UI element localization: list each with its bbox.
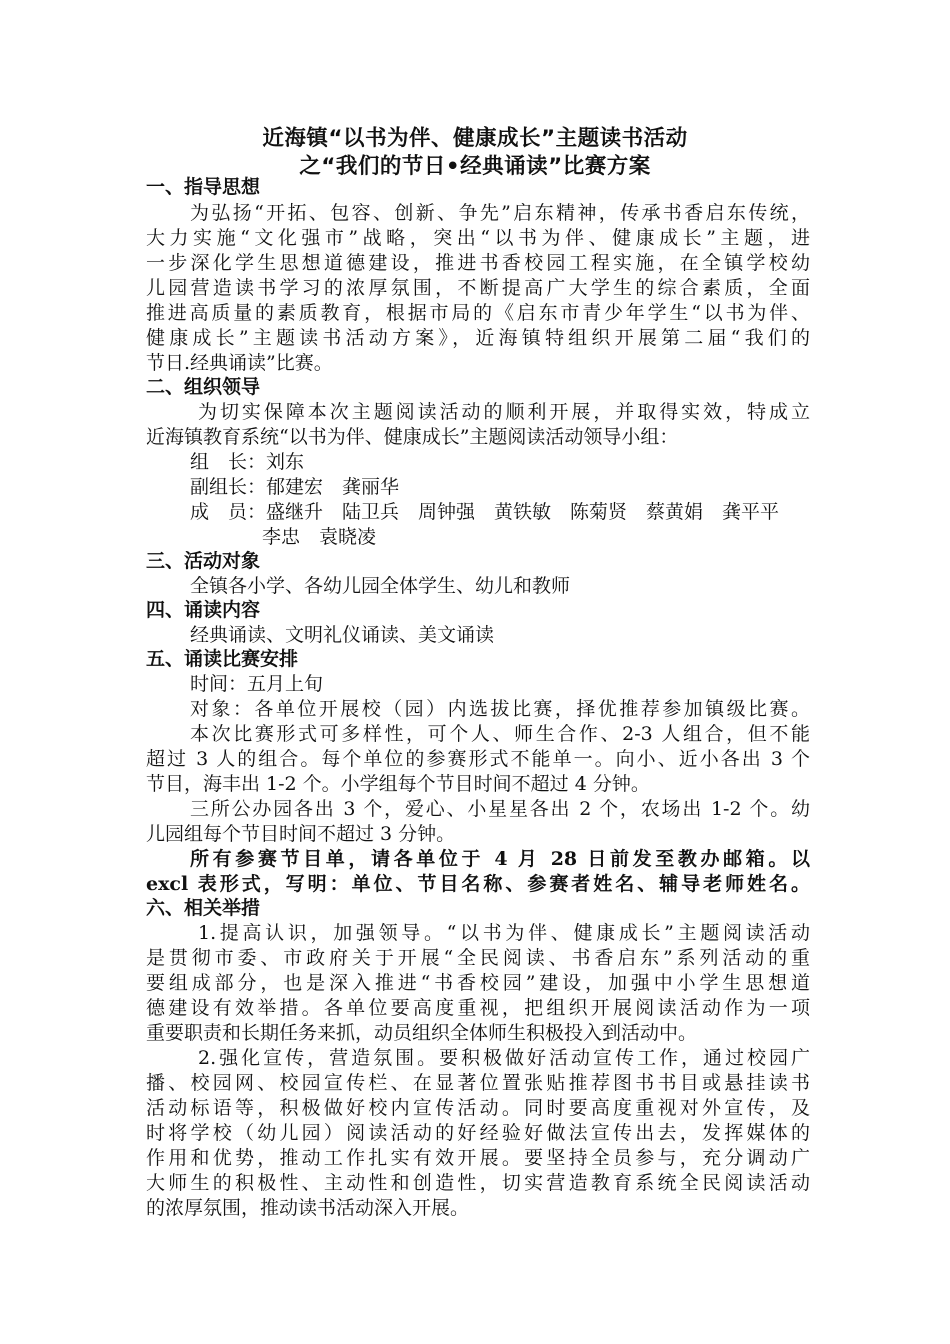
section5-heading: 五、诵读比赛安排 (146, 648, 299, 670)
section6-line: 德建设有效举措。各单位要高度重视，把组织开展阅读活动作为一项 (146, 997, 810, 1019)
section1-line: 一步深化学生思想道德建设，推进书香校园工程实施，在全镇学校幼 (146, 252, 810, 274)
submission-notice-line: 所有参赛节目单，请各单位于 4 月 28 日前发至教办邮箱。以 (190, 848, 810, 870)
members-line: 成 员：盛继升 陆卫兵 周钟强 黄铁敏 陈菊贤 蔡黄娟 龚平平 (190, 501, 780, 523)
section2-heading: 二、组织领导 (146, 376, 261, 398)
time-line: 时间：五月上旬 (190, 673, 324, 695)
section6-line: 作用和优势，推动工作扎实有效开展。要坚持全员参与，充分调动广 (146, 1147, 810, 1169)
submission-notice-line: excl 表形式，写明：单位、节目名称、参赛者姓名、辅导老师姓名。 (146, 873, 810, 895)
section2-line: 为切实保障本次主题阅读活动的顺利开展，并取得实效，特成立 (198, 401, 810, 423)
section1-line: 健康成长”主题读书活动方案》，近海镇特组织开展第二届“我们的 (146, 327, 810, 349)
section1-line: 儿园营造读书学习的浓厚氛围，不断提高广大学生的综合素质，全面 (146, 277, 810, 299)
section6-line: 重要职责和长期任务来抓，动员组织全体师生积极投入到活动中。 (146, 1022, 698, 1044)
section3-heading: 三、活动对象 (146, 550, 261, 572)
section6-line: 的浓厚氛围，推动读书活动深入开展。 (146, 1197, 470, 1219)
section6-line: 2.强化宣传，营造氛围。要积极做好活动宣传工作，通过校园广 (198, 1047, 810, 1069)
section6-line: 时将学校（幼儿园）阅读活动的好经验好做法宣传出去，发挥媒体的 (146, 1122, 810, 1144)
section4-text: 经典诵读、文明礼仪诵读、美文诵读 (190, 624, 495, 646)
section6-heading: 六、相关举措 (146, 897, 261, 919)
section1-line: 推进高质量的素质教育，根据市局的《启东市青少年学生“以书为伴、 (146, 302, 810, 324)
section5-line: 三所公办园各出 3 个，爱心、小星星各出 2 个，农场出 1-2 个。幼 (190, 798, 810, 820)
document-title-line1: 近海镇“以书为伴、健康成长”主题读书活动 (262, 126, 688, 151)
section6-line: 是贯彻市委、市政府关于开展“全民阅读、书香启东”系列活动的重 (146, 947, 810, 969)
section6-line: 要组成部分，也是深入推进“书香校园”建设，加强中小学生思想道 (146, 972, 810, 994)
leader-line: 组 长：刘东 (190, 451, 305, 473)
deputy-line: 副组长：郁建宏 龚丽华 (190, 476, 400, 498)
section5-line: 超过 3 人的组合。每个单位的参赛形式不能单一。向小、近小各出 3 个 (146, 748, 810, 770)
section6-line: 1.提高认识，加强领导。“以书为伴、健康成长”主题阅读活动 (198, 922, 810, 944)
section1-heading: 一、指导思想 (146, 176, 261, 198)
members-line-continued: 李忠 袁晓凌 (262, 526, 377, 548)
section5-line: 节目，海丰出 1-2 个。小学组每个节目时间不超过 4 分钟。 (146, 773, 650, 795)
section1-line: 大力实施“文化强市”战略，突出“以书为伴、健康成长”主题，进 (146, 227, 810, 249)
section4-heading: 四、诵读内容 (146, 599, 261, 621)
section1-line: 为弘扬“开拓、包容、创新、争先”启东精神，传承书香启东传统， (190, 202, 810, 224)
section2-line: 近海镇教育系统“以书为伴、健康成长”主题阅读活动领导小组： (146, 426, 679, 448)
section5-line: 儿园组每个节目时间不超过 3 分钟。 (146, 823, 456, 845)
section6-line: 活动标语等，积极做好校内宣传活动。同时要高度重视对外宣传，及 (146, 1097, 810, 1119)
document-title-line2: 之“我们的节日•经典诵读”比赛方案 (299, 154, 651, 179)
section5-line: 本次比赛形式可多样性，可个人、师生合作、2-3 人组合，但不能 (190, 723, 810, 745)
target-line: 对象：各单位开展校（园）内选拔比赛，择优推荐参加镇级比赛。 (190, 698, 810, 720)
section1-line: 节日.经典诵读”比赛。 (146, 352, 333, 374)
section6-line: 大师生的积极性、主动性和创造性，切实营造教育系统全民阅读活动 (146, 1172, 810, 1194)
section3-text: 全镇各小学、各幼儿园全体学生、幼儿和教师 (190, 575, 571, 597)
section6-line: 播、校园网、校园宣传栏、在显著位置张贴推荐图书书目或悬挂读书 (146, 1072, 810, 1094)
